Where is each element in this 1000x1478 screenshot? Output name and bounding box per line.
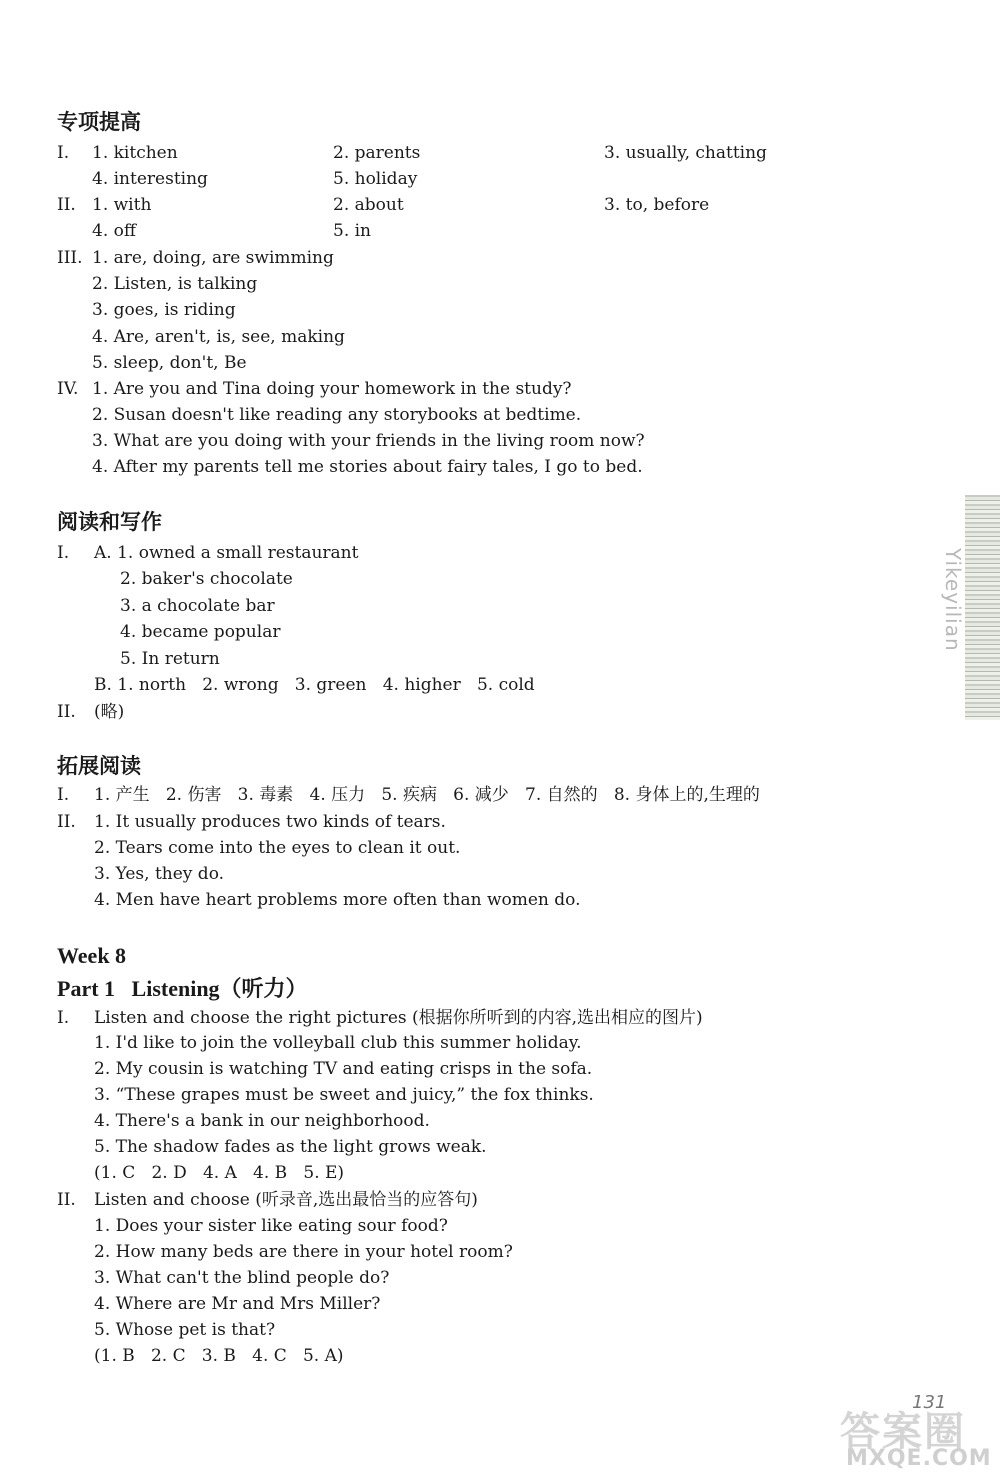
site-logo	[838, 1400, 996, 1474]
roman-numeral: II.	[57, 1190, 76, 1210]
answer-line: 1. Are you and Tina doing your homework in the study?	[92, 379, 572, 399]
answer-item: 5. in	[333, 221, 372, 241]
answer-line: 1. It usually produces two kinds of tears.	[94, 812, 446, 832]
answer-line: 1. 产生 2. 伤害 3. 毒素 4. 压力 5. 疾病 6. 减少 7. 自然的 8. 身体上的,生理的	[94, 785, 760, 805]
answer-line: 2. Susan doesn't like reading any storybooks at bedtime.	[92, 405, 582, 425]
roman-numeral: I.	[57, 785, 70, 805]
logo-url: MXQE.COM	[846, 1446, 992, 1471]
answer-line: 3. What are you doing with your friends in the living room now?	[92, 431, 645, 451]
roman-numeral: IV.	[57, 379, 79, 399]
answer-item: 1. with	[92, 195, 152, 215]
answer-item: 1. kitchen	[92, 143, 178, 163]
answer-line: 3. “These grapes must be sweet and juicy,” the fox thinks.	[94, 1085, 594, 1105]
roman-numeral: I.	[57, 1008, 70, 1028]
roman-numeral: I.	[57, 143, 70, 163]
roman-numeral: I.	[57, 543, 70, 563]
answer-line: 2. My cousin is watching TV and eating crisps in the sofa.	[94, 1059, 593, 1079]
answer-line: 5. Whose pet is that?	[94, 1320, 276, 1340]
answer-line: 4. Men have heart problems more often than women do.	[94, 890, 581, 910]
answer-line: 3. Yes, they do.	[94, 864, 225, 884]
page-edge-texture	[965, 495, 1000, 720]
answer-item: 3. to, before	[604, 195, 710, 215]
answer-line: 3. What can't the blind people do?	[94, 1268, 390, 1288]
answer-item: 3. usually, chatting	[604, 143, 767, 163]
answer-item: 5. holiday	[333, 169, 418, 189]
answer-line: 2. baker's chocolate	[120, 569, 293, 589]
answer-line: 3. goes, is riding	[92, 300, 236, 320]
answer-line: 5. sleep, don't, Be	[92, 353, 247, 373]
answer-key: (1. C 2. D 4. A 4. B 5. E)	[94, 1163, 345, 1183]
answer-line: A. 1. owned a small restaurant	[94, 543, 359, 563]
roman-numeral: II.	[57, 812, 76, 832]
watermark: Yikeyilian	[941, 548, 965, 652]
section-title-ydxz: 阅读和写作	[57, 510, 162, 534]
answer-item: 2. parents	[333, 143, 421, 163]
section-title-tzyd: 拓展阅读	[57, 754, 141, 778]
answer-line: 2. How many beds are there in your hotel room?	[94, 1242, 513, 1262]
answer-line: 4. After my parents tell me stories about fairy tales, I go to bed.	[92, 457, 643, 477]
answer-line: (略)	[94, 702, 125, 722]
answer-line: 3. a chocolate bar	[120, 596, 275, 616]
answer-line: 1. Does your sister like eating sour food?	[94, 1216, 448, 1236]
section-heading: Listen and choose (听录音,选出最恰当的应答句)	[94, 1190, 478, 1210]
answer-line: 5. The shadow fades as the light grows weak.	[94, 1137, 487, 1157]
answer-line: 1. are, doing, are swimming	[92, 248, 334, 268]
roman-numeral: II.	[57, 195, 76, 215]
roman-numeral: II.	[57, 702, 76, 722]
answer-item: 4. off	[92, 221, 136, 241]
week-title: Week 8	[57, 943, 127, 968]
answer-line: 5. In return	[120, 649, 220, 669]
section-heading: Listen and choose the right pictures (根据你所听到的内容,选出相应的图片)	[94, 1008, 703, 1028]
answer-line: 4. There's a bank in our neighborhood.	[94, 1111, 430, 1131]
answer-item: 2. about	[333, 195, 404, 215]
answer-line: 1. I'd like to join the volleyball club this summer holiday.	[94, 1033, 582, 1053]
answer-line: 4. Are, aren't, is, see, making	[92, 327, 345, 347]
answer-line: B. 1. north 2. wrong 3. green 4. higher 5. cold	[94, 675, 535, 695]
answer-line: 4. became popular	[120, 622, 281, 642]
logo-text: 答案圈	[840, 1409, 966, 1455]
answer-item: 4. interesting	[92, 169, 208, 189]
answer-line: 2. Listen, is talking	[92, 274, 258, 294]
roman-numeral: III.	[57, 248, 83, 268]
section-title-zxtg: 专项提高	[57, 110, 141, 134]
answer-key: (1. B 2. C 3. B 4. C 5. A)	[94, 1346, 344, 1366]
part-title: Part 1 Listening（听力）	[57, 976, 308, 1001]
answer-line: 4. Where are Mr and Mrs Miller?	[94, 1294, 381, 1314]
page-number: 131	[912, 1392, 947, 1413]
answer-line: 2. Tears come into the eyes to clean it out.	[94, 838, 461, 858]
